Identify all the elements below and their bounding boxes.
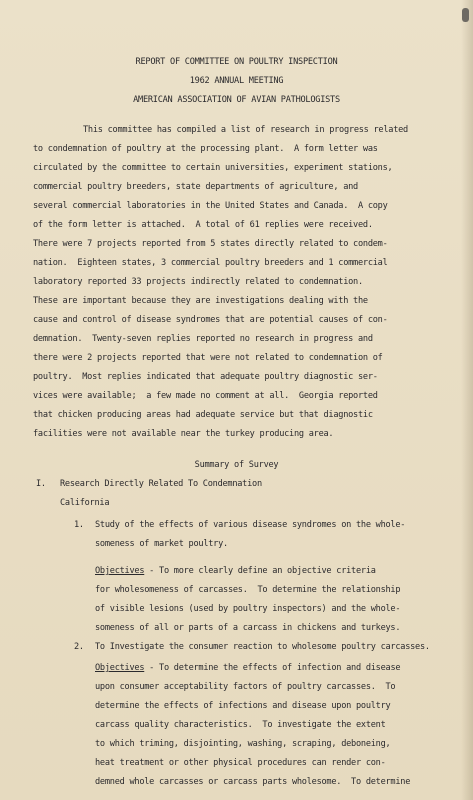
objectives-line (95, 566, 376, 576)
intro-line: that chicken producing areas had adequate service but that diagnostic (33, 410, 373, 420)
intro-line: to condemnation of poultry at the processing plant. A form letter was (33, 144, 378, 154)
objectives-line: upon consumer acceptability factors of poultry carcasses. To (95, 682, 396, 692)
objectives-line: of visible lesions (used by poultry inspectors) and the whole- (95, 604, 401, 614)
objectives-line: demned whole carcasses or carcass parts wholesome. To determine (95, 777, 411, 787)
objectives-label: Objectives (95, 566, 145, 576)
section-title: Research Directly Related To Condemnation (60, 479, 262, 489)
objectives-label: Objectives (95, 663, 145, 673)
intro-line: This committee has compiled a list of research in progress related (83, 125, 408, 135)
intro-line: laboratory reported 33 projects indirectly related to condemnation. (33, 277, 363, 287)
intro-line: commercial poultry breeders, state departments of agriculture, and (33, 182, 358, 192)
section-numeral: I. (36, 479, 46, 489)
intro-line: demnation. Twenty-seven replies reported no research in progress and (33, 334, 373, 344)
objectives-line: determine the effects of infections and disease upon poultry (95, 701, 391, 711)
intro-line: circulated by the committee to certain universities, experiment stations, (33, 163, 393, 173)
intro-line: several commercial laboratories in the United States and Canada. A copy (33, 201, 388, 211)
page-edge-shadow (461, 0, 473, 800)
item-title-line: To Investigate the consumer reaction to wholesome poultry carcasses. (95, 642, 430, 652)
summary-title: Summary of Survey (194, 460, 279, 470)
objectives-text: - To determine the effects of infection and disease (144, 663, 401, 673)
intro-line: of the form letter is attached. A total of 61 replies were received. (33, 220, 373, 230)
paper-clip-mark (462, 8, 469, 22)
intro-line: facilities were not available near the turkey producing area. (33, 429, 334, 439)
intro-line: vices were available; a few made no comment at all. Georgia reported (33, 391, 378, 401)
meeting-title: 1962 ANNUAL MEETING (189, 76, 284, 86)
objectives-line: for wholesomeness of carcasses. To determine the relationship (95, 585, 401, 595)
objectives-text: - To more clearly define an objective criteria (144, 566, 376, 576)
objectives-line: to which triming, disjointing, washing, scraping, deboneing, (95, 739, 391, 749)
intro-line: poultry. Most replies indicated that adequate poultry diagnostic ser- (33, 372, 378, 382)
item-title-line: Study of the effects of various disease syndromes on the whole- (95, 520, 406, 530)
objectives-line (95, 663, 400, 673)
intro-line: there were 2 projects reported that were not related to condemnation of (33, 353, 383, 363)
intro-line: cause and control of disease syndromes that are potential causes of con- (33, 315, 388, 325)
item-title-line: someness of market poultry. (95, 539, 228, 549)
item-number: 2. (74, 642, 84, 652)
association-title: AMERICAN ASSOCIATION OF AVIAN PATHOLOGISTS (133, 95, 340, 105)
intro-line: nation. Eighteen states, 3 commercial poultry breeders and 1 commercial (33, 258, 388, 268)
objectives-line: someness of all or parts of a carcass in chickens and turkeys. (95, 623, 401, 633)
item-number: 1. (74, 520, 84, 530)
report-title: REPORT OF COMMITTEE ON POULTRY INSPECTION (135, 57, 338, 67)
objectives-line: carcass quality characteristics. To investigate the extent (95, 720, 386, 730)
objectives-line: heat treatment or other physical procedures can render con- (95, 758, 386, 768)
intro-line: These are important because they are investigations dealing with the (33, 296, 368, 306)
state-heading: California (60, 498, 110, 508)
intro-line: There were 7 projects reported from 5 states directly related to condem- (33, 239, 388, 249)
